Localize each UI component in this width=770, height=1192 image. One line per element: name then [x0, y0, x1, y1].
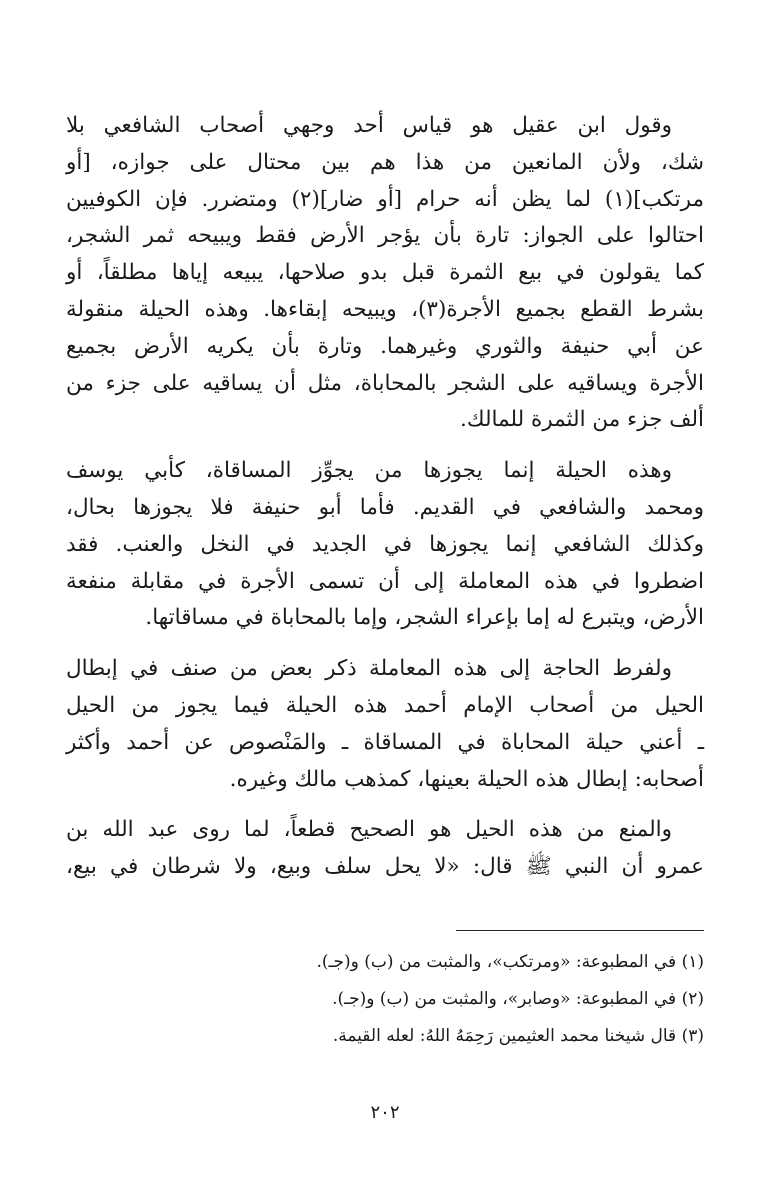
text-line: عن أبي حنيفة والثوري وغيرهما. وتارة بأن يكريه الأرض بجميع — [66, 333, 704, 359]
text-line: أصحابه: إبطال هذه الحيلة بعينها، كمذهب مالك وغيره. — [229, 766, 704, 792]
text-line: ومحمد والشافعي في القديم. فأما أبو حنيفة فلا يجوزها بحال، — [66, 494, 704, 520]
main-text — [66, 108, 704, 900]
text-line: ألف جزء من الثمرة للمالك. — [460, 407, 704, 433]
text-line: كما يقولون في بيع الثمرة قبل بدو صلاحها، يبيعه إياها مطلقاً، أو — [66, 260, 704, 286]
footnote-1: (١) في المطبوعة: «ومرتكب»، والمثبت من (ب) و(جـ). — [316, 952, 704, 972]
footnote-3: (٣) قال شيخنا محمد العثيمين رَحِمَهُ اللهُ: لعله القيمة. — [332, 1026, 704, 1046]
paragraph-1 — [66, 108, 704, 439]
text-line: ـ أعني حيلة المحاباة في المساقاة ـ والمَنْصوص عن أحمد وأكثر — [66, 729, 704, 755]
text-line: الأرض، ويتبرع له إما بإعراء الشجر، وإما بالمحاباة في مساقاتها. — [145, 605, 704, 631]
text-line: وهذه الحيلة إنما يجوزها من يجوِّز المساقاة، كأبي يوسف — [66, 458, 672, 484]
text-line: شك، ولأن المانعين من هذا هم بين محتال على جوازه، [أو — [66, 149, 704, 175]
paragraph-4 — [66, 812, 704, 886]
text-line: مرتكب](١) لما يظن أنه حرام [أو ضار](٢) ومتضرر. فإن الكوفيين — [66, 186, 705, 212]
footnote-separator — [456, 930, 704, 931]
text-line: الأجرة ويساقيه على الشجر بالمحاباة، مثل أن يساقيه على جزء من — [66, 370, 704, 396]
text-line: بشرط القطع بجميع الأجرة(٣)، ويبيحه إبقاءها. وهذه الحيلة منقولة — [66, 296, 704, 322]
footnote-2: (٢) في المطبوعة: «وصابر»، والمثبت من (ب) و(جـ). — [332, 989, 704, 1009]
text-line: عمرو أن النبي ﷺ قال: «لا يحل سلف وبيع، ولا شرطان في بيع، — [66, 854, 704, 880]
paragraph-2 — [66, 453, 704, 637]
paragraph-3 — [66, 651, 704, 798]
footnotes — [66, 944, 704, 1055]
text-line: والمنع من هذه الحيل هو الصحيح قطعاً، لما روى عبد الله بن — [66, 817, 672, 843]
text-line: وقول ابن عقيل هو قياس أحد وجهي أصحاب الشافعي بلا — [66, 113, 672, 138]
text-line: الحيل من أصحاب الإمام أحمد هذه الحيلة فيما يجوز من الحيل — [66, 692, 704, 718]
page-number: ٢٠٢ — [370, 1102, 400, 1123]
text-line: احتالوا على الجواز: تارة بأن يؤجر الأرض فقط ويبيحه ثمر الشجر، — [66, 223, 704, 249]
text-line: وكذلك الشافعي إنما يجوزها في الجديد في النخل والعنب. فقد — [66, 531, 704, 557]
text-line: ولفرط الحاجة إلى هذه المعاملة ذكر بعض من صنف في إبطال — [66, 656, 672, 682]
text-line: اضطروا في هذه المعاملة إلى أن تسمى الأجرة في مقابلة منفعة — [66, 568, 704, 594]
